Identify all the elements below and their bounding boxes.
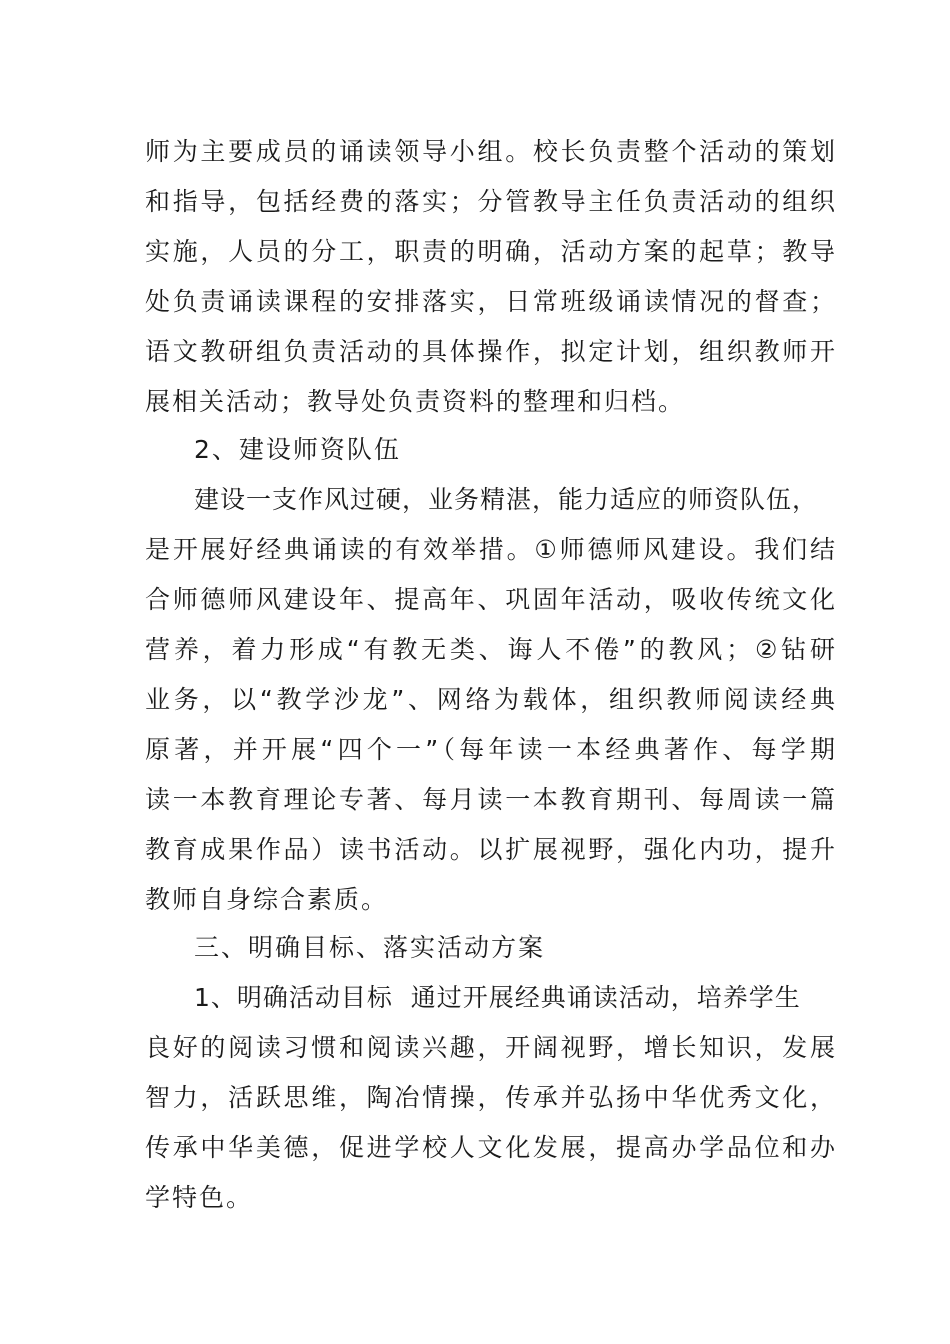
paragraph-line: 1、明确活动目标 通过开展经典诵读活动，培养学生 [194, 983, 801, 1012]
paragraph-line: 业务，以“教学沙龙”、网络为载体，组织教师阅读经典 [145, 685, 835, 714]
section-heading: 三、明确目标、落实活动方案 [194, 933, 546, 962]
paragraph-line: 原著，并开展“四个一”（每年读一本经典著作、每学期 [145, 735, 835, 764]
section-heading: 2、建设师资队伍 [194, 435, 401, 464]
paragraph-line: 合师德师风建设年、提高年、巩固年活动，吸收传统文化 [145, 585, 835, 614]
paragraph-line: 传承中华美德，促进学校人文化发展，提高办学品位和办 [145, 1133, 835, 1162]
paragraph-line: 营养，着力形成“有教无类、诲人不倦”的教风；②钻研 [145, 635, 835, 664]
paragraph-line: 是开展好经典诵读的有效举措。①师德师风建设。我们结 [145, 535, 835, 564]
paragraph-line: 实施，人员的分工，职责的明确，活动方案的起草；教导 [145, 237, 835, 266]
paragraph-line: 展相关活动；教导处负责资料的整理和归档。 [145, 387, 686, 416]
paragraph-line: 良好的阅读习惯和阅读兴趣，开阔视野，增长知识，发展 [145, 1033, 835, 1062]
paragraph-line: 建设一支作风过硬，业务精湛，能力适应的师资队伍， [194, 485, 819, 514]
paragraph-line: 师为主要成员的诵读领导小组。校长负责整个活动的策划 [145, 137, 835, 166]
paragraph-line: 读一本教育理论专著、每月读一本教育期刊、每周读一篇 [145, 785, 835, 814]
paragraph-line: 教育成果作品）读书活动。以扩展视野，强化内功，提升 [145, 835, 835, 864]
paragraph-line: 和指导，包括经费的落实；分管教导主任负责活动的组织 [145, 187, 835, 216]
paragraph-line: 智力，活跃思维，陶冶情操，传承并弘扬中华优秀文化， [145, 1083, 835, 1112]
paragraph-line: 处负责诵读课程的安排落实，日常班级诵读情况的督查； [145, 287, 835, 316]
paragraph-line: 教师自身综合素质。 [145, 885, 389, 914]
paragraph-line: 学特色。 [145, 1183, 254, 1212]
paragraph-line: 语文教研组负责活动的具体操作，拟定计划，组织教师开 [145, 337, 835, 366]
